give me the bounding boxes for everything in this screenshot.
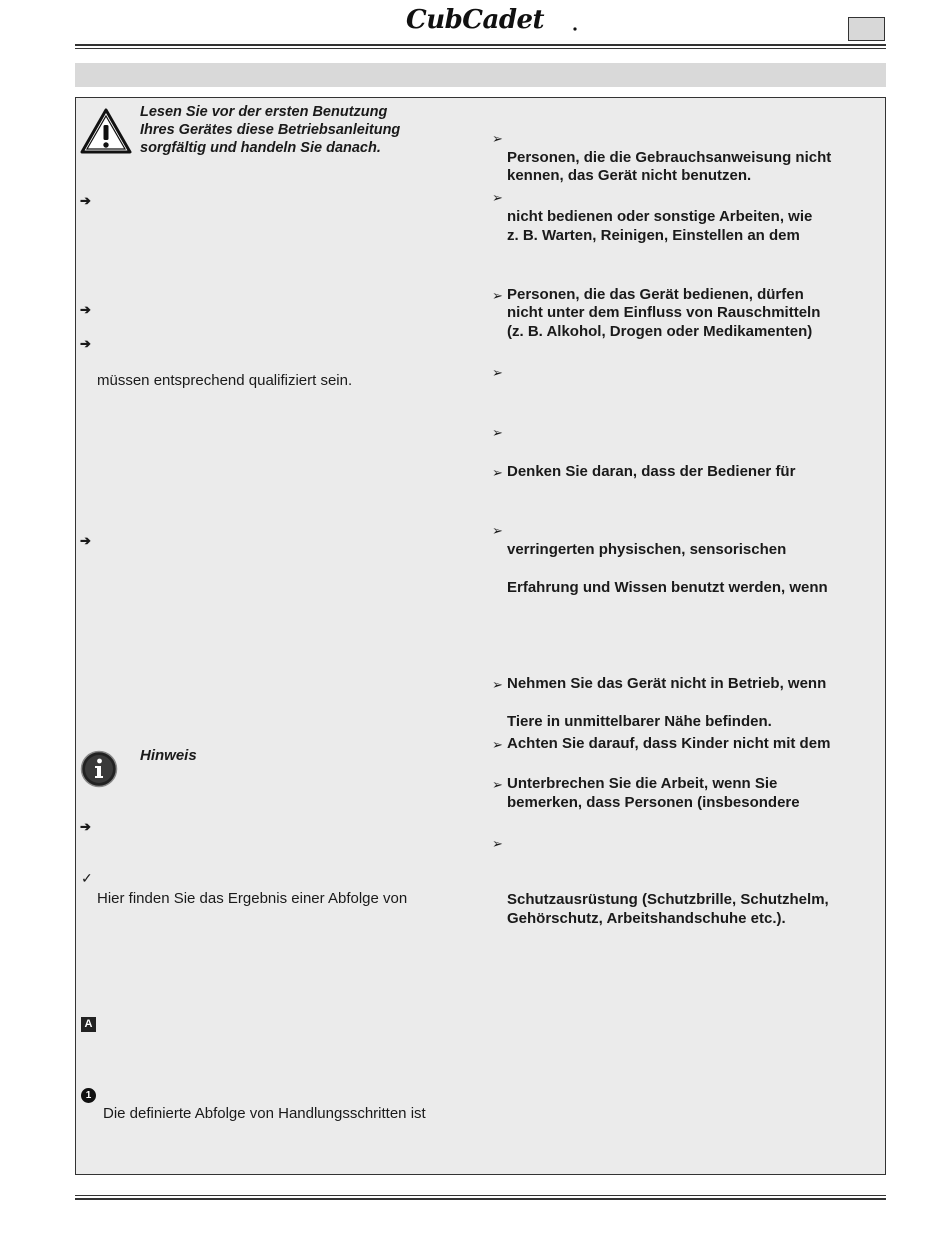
qualified-text: müssen entsprechend qualifiziert sein. <box>97 372 353 389</box>
chevron-bullet-icon: ➢ <box>492 737 503 752</box>
chevron-bullet-icon: ➢ <box>492 465 503 480</box>
footer-rule <box>75 1198 886 1200</box>
footer-rule-thin <box>75 1195 886 1196</box>
sequence-text: Die definierte Abfolge von Handlungsschritten ist <box>103 1105 426 1122</box>
right-text-line: Schutzausrüstung (Schutzbrille, Schutzhelm, <box>507 891 829 908</box>
chevron-bullet-icon: ➢ <box>492 425 503 440</box>
page-number-box <box>848 17 885 41</box>
warning-line: sorgfältig und handeln Sie danach. <box>140 140 381 156</box>
checkmark-icon: ✓ <box>81 870 93 886</box>
chevron-bullet-icon: ➢ <box>492 190 503 205</box>
step-number-badge: 1 <box>81 1088 96 1103</box>
right-text-line: (z. B. Alkohol, Drogen oder Medikamenten) <box>507 323 813 340</box>
arrow-bullet-icon: ➔ <box>80 302 91 317</box>
right-text-line: Personen, die die Gebrauchsanweisung nicht <box>507 149 832 166</box>
header-rule <box>75 44 886 46</box>
chevron-bullet-icon: ➢ <box>492 288 503 303</box>
right-text-line: kennen, das Gerät nicht benutzen. <box>507 167 752 184</box>
chevron-bullet-icon: ➢ <box>492 677 503 692</box>
section-title-bar <box>75 63 886 87</box>
warning-text <box>140 103 400 157</box>
right-text-line: Nehmen Sie das Gerät nicht in Betrieb, wenn <box>507 675 827 692</box>
figure-letter-badge: A <box>81 1017 96 1032</box>
chevron-bullet-icon: ➢ <box>492 836 503 851</box>
warning-triangle-icon <box>80 108 132 154</box>
chevron-bullet-icon: ➢ <box>492 777 503 792</box>
right-text-line: z. B. Warten, Reinigen, Einstellen an dem <box>507 227 800 244</box>
chevron-bullet-icon: ➢ <box>492 523 503 538</box>
content-box <box>75 97 886 1175</box>
right-text-line: Erfahrung und Wissen benutzt werden, wenn <box>507 579 828 596</box>
chevron-bullet-icon: ➢ <box>492 365 503 380</box>
svg-text:CubCadet: CubCadet <box>406 5 545 34</box>
right-text-line: Personen, die das Gerät bedienen, dürfen <box>507 286 804 303</box>
warning-line: Ihres Gerätes diese Betriebsanleitung <box>140 122 401 138</box>
info-icon <box>80 750 118 788</box>
logo-mark <box>404 4 579 34</box>
warning-line: Lesen Sie vor der ersten Benutzung <box>140 104 388 120</box>
arrow-bullet-icon: ➔ <box>80 193 91 208</box>
right-text-line: Unterbrechen Sie die Arbeit, wenn Sie <box>507 775 778 792</box>
chevron-bullet-icon: ➢ <box>492 131 503 146</box>
right-text-line: bemerken, dass Personen (insbesondere <box>507 794 800 811</box>
header-rule-thin <box>75 48 886 49</box>
result-text: Hier finden Sie das Ergebnis einer Abfolge von <box>97 890 408 907</box>
hint-label: Hinweis <box>140 747 197 764</box>
right-text-line: Denken Sie daran, dass der Bediener für <box>507 463 796 480</box>
right-text-line: Gehörschutz, Arbeitshandschuhe etc.). <box>507 910 786 927</box>
right-text-line: Achten Sie darauf, dass Kinder nicht mit dem <box>507 735 831 752</box>
cub-cadet-logo <box>404 4 579 34</box>
arrow-bullet-icon: ➔ <box>80 533 91 548</box>
right-text-line: nicht bedienen oder sonstige Arbeiten, wie <box>507 208 813 225</box>
right-text-line: Tiere in unmittelbarer Nähe befinden. <box>507 713 772 730</box>
arrow-bullet-icon: ➔ <box>80 819 91 834</box>
right-text-line: nicht unter dem Einfluss von Rauschmitteln <box>507 304 821 321</box>
arrow-bullet-icon: ➔ <box>80 336 91 351</box>
right-text-line: verringerten physischen, sensorischen <box>507 541 787 558</box>
